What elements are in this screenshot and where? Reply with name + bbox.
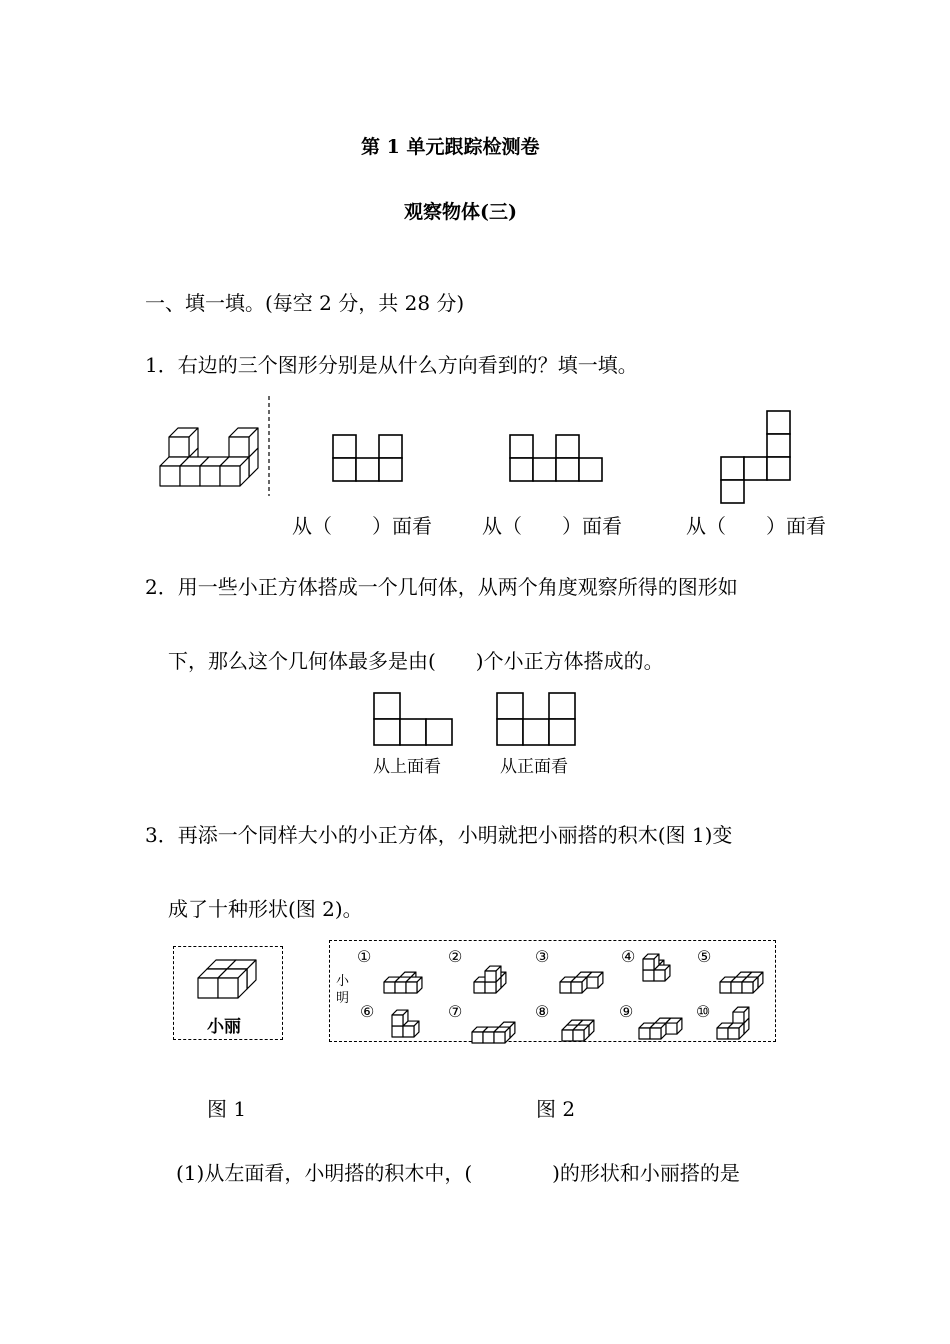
q1-view-b bbox=[509, 434, 604, 484]
question-3-line-2: 成了十种形状(图 2)。 bbox=[168, 897, 363, 921]
q2-front-view bbox=[496, 692, 578, 748]
question-2-line-1: 2．用一些小正方体搭成一个几何体，从两个角度观察所得的图形如 bbox=[145, 575, 738, 599]
shape-2-cubes[interactable] bbox=[472, 958, 542, 998]
q1-dashed-divider bbox=[267, 396, 271, 496]
shape-number-3: ③ bbox=[535, 947, 550, 966]
question-1-text: 1．右边的三个图形分别是从什么方向看到的？填一填。 bbox=[145, 353, 638, 377]
shape-number-5: ⑤ bbox=[697, 947, 712, 966]
q2-top-view-label: 从上面看 bbox=[373, 757, 441, 777]
fig1-caption: 图 1 bbox=[207, 1097, 247, 1121]
shape-number-7: ⑦ bbox=[448, 1002, 463, 1021]
question-3-sub-1[interactable]: (1)从左面看，小明搭的积木中，( )的形状和小丽搭的是 bbox=[176, 1161, 740, 1185]
shape-number-9: ⑨ bbox=[619, 1002, 634, 1021]
q1-view-a bbox=[332, 434, 404, 484]
shape-number-1: ① bbox=[357, 947, 372, 966]
page-title: 第 1 单元跟踪检测卷 bbox=[361, 136, 540, 158]
q1-3d-figure bbox=[158, 410, 258, 500]
shape-number-2: ② bbox=[448, 947, 463, 966]
q1-answer-label-1[interactable]: 从（ ）面看 bbox=[292, 514, 432, 538]
question-3-line-1: 3．再添一个同样大小的小正方体，小明就把小丽搭的积木(图 1)变 bbox=[145, 823, 733, 847]
question-2-line-2[interactable]: 下，那么这个几何体最多是由( )个小正方体搭成的。 bbox=[168, 649, 664, 673]
shape-number-10: ⑩ bbox=[696, 1002, 711, 1021]
fig2-caption: 图 2 bbox=[536, 1097, 576, 1121]
q1-answer-label-2[interactable]: 从（ ）面看 bbox=[482, 514, 622, 538]
page-subtitle: 观察物体(三) bbox=[404, 201, 517, 223]
xiaoming-label: 小明 bbox=[336, 974, 350, 1006]
q1-view-c bbox=[720, 410, 792, 506]
q2-front-view-label: 从正面看 bbox=[500, 757, 568, 777]
fig1-name: 小丽 bbox=[207, 1017, 241, 1037]
section-heading: 一、填一填。(每空 2 分，共 28 分) bbox=[145, 291, 465, 315]
shape-1-cubes[interactable] bbox=[382, 958, 452, 998]
q2-top-view bbox=[373, 692, 455, 748]
shape-5-cubes[interactable] bbox=[718, 958, 788, 998]
fig1-cubes bbox=[196, 958, 266, 1003]
q1-answer-label-3[interactable]: 从（ ）面看 bbox=[686, 514, 826, 538]
shape-7-cubes[interactable] bbox=[470, 1008, 540, 1048]
shape-number-6: ⑥ bbox=[360, 1002, 375, 1021]
shape-number-4: ④ bbox=[621, 947, 636, 966]
shape-number-8: ⑧ bbox=[535, 1002, 550, 1021]
shape-10-cubes[interactable] bbox=[715, 1004, 785, 1044]
shape-3-cubes[interactable] bbox=[558, 958, 628, 998]
